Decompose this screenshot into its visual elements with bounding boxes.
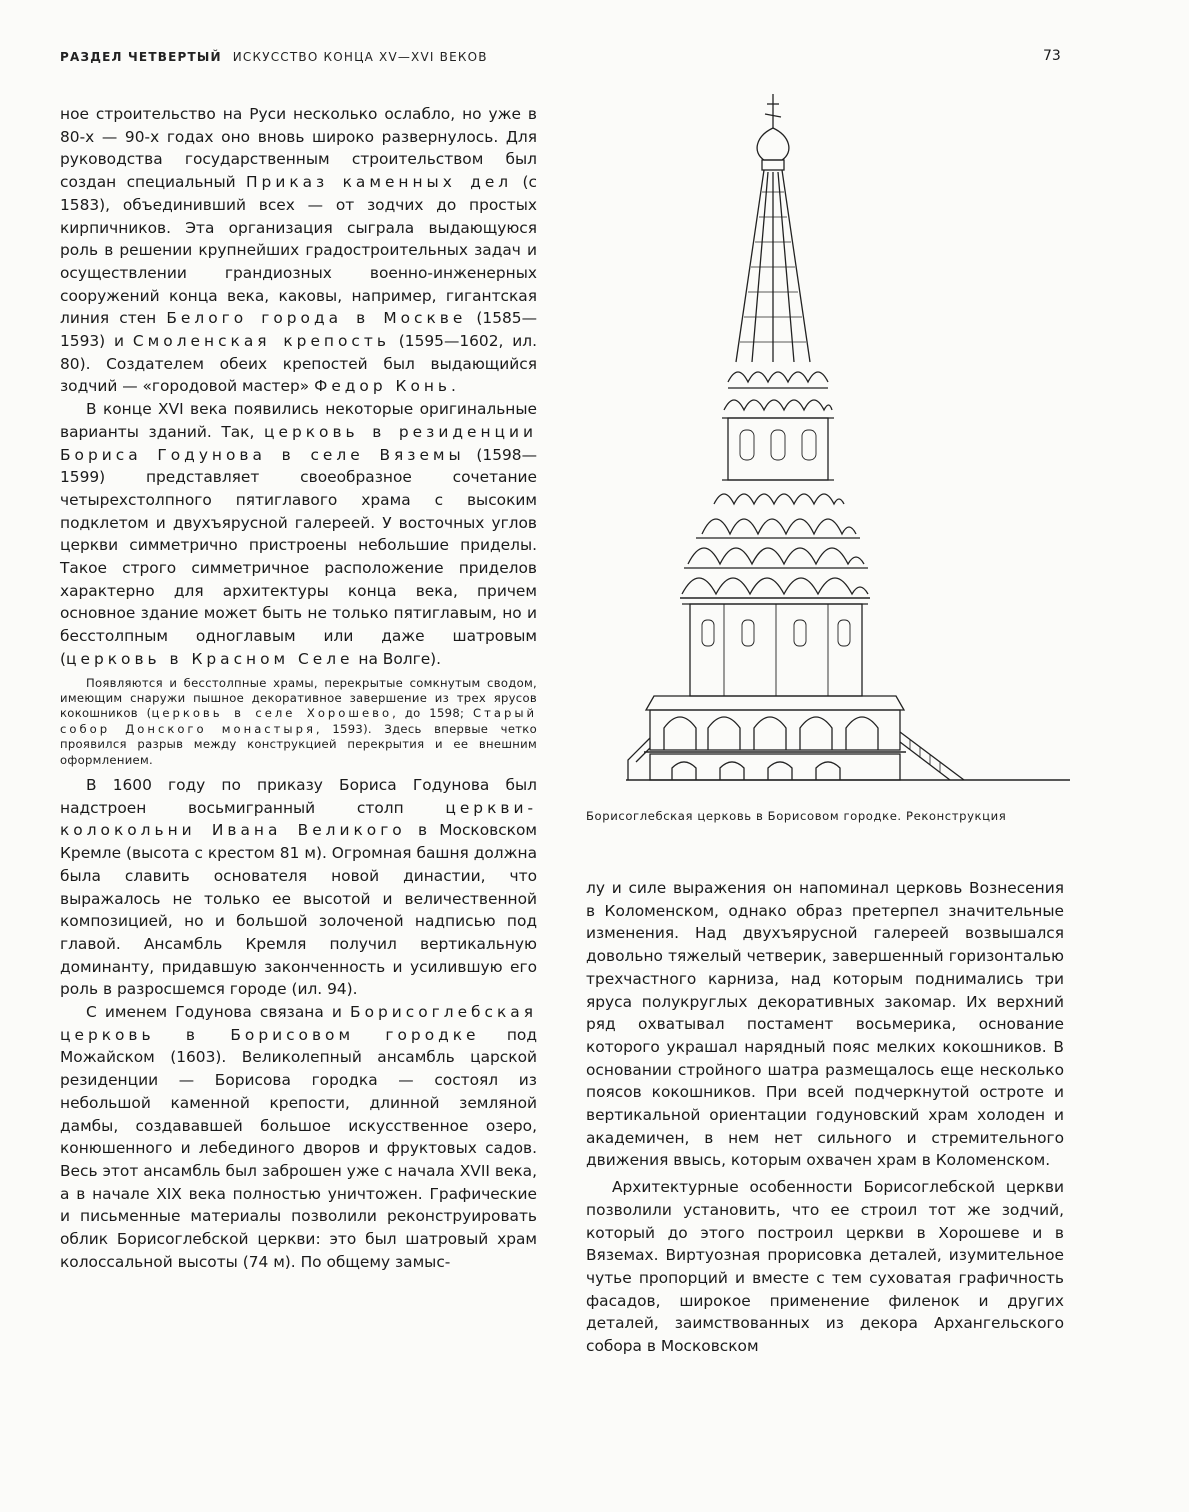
spaced-term: Смоленская крепость [132, 332, 390, 351]
paragraph-3 [60, 774, 537, 1001]
section-title: ИСКУССТВО КОНЦА XV—XVI ВЕКОВ [232, 50, 488, 64]
text-run: (1595—1602, ил. 80). Создателем обеих крепостей был выдающийся зодчий — «городовой мастер» [60, 332, 538, 396]
text-run: , до 1598; [392, 706, 473, 721]
text-run: (1598—1599) представляет своеобразное сочетание четырехстолпного пятиглавого храма с высоким подклетом и двухъярусной галереей. У восточных углов церкви симметрично пристроены небольшие приделы. Такое строго симметричное расположение приделов характерно для архитектуры конца века, причем основное здание может быть не только пятиглавым, но и бесстолпным одноглавым или даже шатровым ( [60, 445, 537, 668]
text-run: под Можайском (1603). Великолепный ансамбль царской резиденции — Борисова городка — состоял из небольшой каменной крепости, длинной земляной дамбы, создававшей большое искусственное озеро, конюшенного и лебединого дворов и фруктовых садов. Весь этот ансамбль был заброшен уже с начала XVII века, а в начале XIX века полностью уничтожен. Графические и письменные материалы позволили реконструировать облик Борисоглебской церкви: это был шатровый храм колоссальной высоты (74 м). По общему замыс- [60, 1025, 537, 1271]
spaced-term: Старый собор Донского монастыря [60, 706, 538, 736]
spaced-term: Федор Конь [314, 377, 451, 396]
text-run: (1585—1593) и [60, 309, 537, 351]
page-number: 73 [1043, 48, 1061, 64]
text-run: ное строительство на Руси несколько ослабло, но уже в 80-х — 90-х годах оно вновь широко развернулось. Для руководства государственным строительством был создан специальный [60, 105, 537, 192]
right-column [586, 877, 1064, 1358]
text-run: . [451, 377, 456, 396]
paragraph-4 [60, 1001, 537, 1273]
section-label: РАЗДЕЛ ЧЕТВЕРТЫЙ [60, 50, 222, 64]
small-print-paragraph [60, 676, 537, 768]
paragraph-5: лу и силе выражения он напоминал церковь Вознесения в Коломенском, однако образ претерпел значительные изменения. Над двухъярусной галереей возвышался довольно тяжелый четверик, завершенный горизонталью трехчастного карниза, над которым поднимались три яруса полукруглых декоративных закомар. Их верхний ряд охватывал постамент восьмерика, основание которого украшал нарядный пояс мелких кокошников. В основании стройного шатра размещалось еще несколько поясов кокошников. При всей подчеркнутой остроте и вертикальной ориентации годуновский храм холоден и академичен, в нем нет сильного и стремительного движения ввысь, которым охвачен храм в Коломенском. [586, 879, 1064, 1170]
text-run: В 1600 году по приказу Бориса Годунова был надстроен восьмигранный столп [60, 776, 537, 817]
text-run: С именем Годунова связана и [86, 1003, 351, 1022]
spaced-term: церковь в селе Хорошево [151, 706, 393, 721]
paragraph-2 [60, 398, 537, 670]
text-run: Появляются и бесстолпные храмы, перекрытые сомкнутым сводом, имеющим снаружи пышное декоративное завершение из трех ярусов кокошников ( [60, 675, 537, 721]
figure-caption: Борисоглебская церковь в Борисовом городке. Реконструкция [586, 809, 1007, 823]
text-run: в Московском Кремле (высота с крестом 81 м). Огромная башня должна была славить основателя новой династии, что выражалось не только ее высотой и величественной композицией, но и большой золоченой надписью под главой. Ансамбль Кремля получил вертикальную доминанту, придавшую законченность и усилившую его роль в разросшемся городе (ил. 94). [60, 821, 537, 999]
text-run: (с 1583), объединивший всех — от зодчих до простых кирпичников. Эта организация сыграла выдающуюся роль в решении крупнейших градостроительных задач и осуществлении грандиозных военно-инженерных сооружений конца века, каковы, например, гигантская линия стен [60, 173, 537, 328]
running-head [60, 50, 488, 64]
left-column [60, 103, 537, 1273]
spaced-term: церковь в резиденции Бориса Годунова в селе Вяземы [60, 422, 537, 464]
spaced-term: церковь в Красном Селе [66, 649, 354, 668]
spaced-term: Приказ каменных дел [245, 173, 513, 192]
spaced-term: церкви-колокольни Ивана Великого [60, 798, 537, 840]
paragraph-1 [60, 103, 537, 398]
paragraph-6: Архитектурные особенности Борисоглебской церкви позволили установить, что ее строил тот же зодчий, который до этого построил церкви в Хорошеве и в Вяземах. Виртуозная прорисовка деталей, изумительное чутье пропорций и вместе с тем суховатая графичность фасадов, широкое применение филенок и других деталей, заимствованных из декора Архангельского собора в Московском [586, 1178, 1064, 1356]
spaced-term: Белого города в Москве [166, 309, 467, 328]
text-run: , 1593). Здесь впервые четко проявился разрыв между конструкцией перекрытия и ее внешним оформлением. [60, 721, 538, 767]
spaced-term: Борисоглебская церковь в Борисовом городке [60, 1003, 537, 1044]
text-run: на Волге). [353, 649, 442, 668]
text-run: В конце XVI века появились некоторые оригинальные варианты зданий. Так, [60, 400, 537, 441]
church-illustration [624, 92, 1074, 792]
